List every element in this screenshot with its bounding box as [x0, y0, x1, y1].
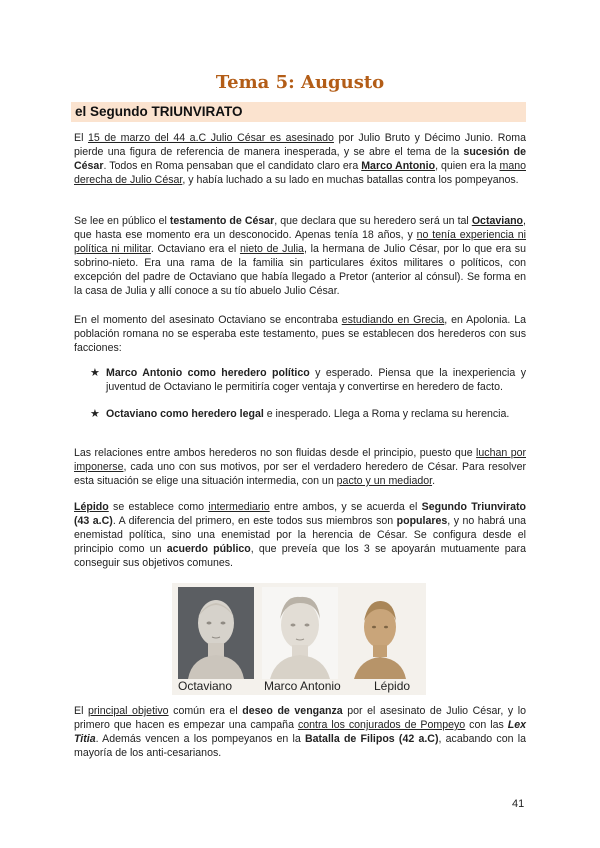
octaviano-bust-image	[178, 587, 254, 679]
paragraph-6: El principal objetivo común era el deseo de venganza por el asesinato de Julio César, y lo primero que hacen es empezar una campaña contra los conjurados de Pompeyo con las Lex Titia. Además vencen a los pompeyanos en la Batalla de Filipos (42 a.C), acabando con la mayoría de los anti-cesarianos.	[74, 705, 526, 759]
bullet-item-marco-antonio: ★ Marco Antonio como heredero político y esperado. Piensa que la inexperiencia y juventud de Octaviano le permitiría coger ventaja y convertirse en heredero de facto.	[90, 367, 526, 393]
caption-marco-antonio: Marco Antonio	[264, 679, 341, 693]
caption-octaviano: Octaviano	[178, 679, 233, 693]
paragraph-4: Las relaciones entre ambos herederos no son fluidas desde el principio, puesto que luchan por imponerse, cada uno con sus motivos, por ser el verdadero heredero de César. Para resolver esta situación se elige una situación intermedia, con un pacto y un mediador.	[74, 447, 527, 487]
page-title: Tema 5: Augusto	[215, 72, 385, 93]
page-number: 41	[512, 798, 525, 810]
bullet-item-octaviano: ★ Octaviano como heredero legal e inesperado. Llega a Roma y reclama su herencia.	[90, 408, 510, 420]
star-icon: ★	[90, 408, 100, 420]
marco-antonio-bust-image	[262, 587, 338, 679]
section-heading: el Segundo TRIUNVIRATO	[71, 102, 526, 122]
paragraph-3: En el momento del asesinato Octaviano se encontraba estudiando en Grecia, en Apolonia. La población romana no se esperaba este testamento, pues se establecen dos herederos con sus facciones:	[74, 314, 526, 354]
triumvirs-figure	[172, 583, 426, 695]
caption-lepido: Lépido	[374, 679, 411, 693]
lepido-bust-image	[344, 587, 420, 679]
star-icon: ★	[90, 367, 100, 379]
paragraph-1: El 15 de marzo del 44 a.C Julio César es asesinado por Julio Bruto y Décimo Junio. Roma pierde una figura de referencia de manera inesperada, y se abre el tema de la sucesión de César. Todos en Roma pensaban que el candidato claro era Marco Antonio, quien era la mano derecha de Julio César, y había luchado a su lado en muchas batallas contra los pompeyanos.	[74, 132, 526, 186]
paragraph-2: Se lee en público el testamento de César, que declara que su heredero será un tal Octaviano, que hasta ese momento era un desconocido. Apenas tenía 18 años, y no tenía experiencia ni política ni militar. Octaviano era el nieto de Julia, la hermana de Julio César, por lo que era su sobrino-nieto. Era una rama de la familia sin particulares éxitos militares o políticos, con excepción del padre de Octaviano que había llegado a Pretor (anterior al cónsul). Se forma en la casa de Julia y allí conoce a su tío abuelo Julio César.	[74, 215, 527, 297]
paragraph-5: Lépido se establece como intermediario entre ambos, y se acuerda el Segundo Triunvirato (43 a.C). A diferencia del primero, en este todos sus miembros son populares, y no habrá una enemistad política, sino una enemistad por la herencia de César. Se configura desde el principio como un acuerdo público, que preveía que los 3 se apoyarán mutuamente para conseguir sus objetivos comunes.	[74, 501, 527, 569]
